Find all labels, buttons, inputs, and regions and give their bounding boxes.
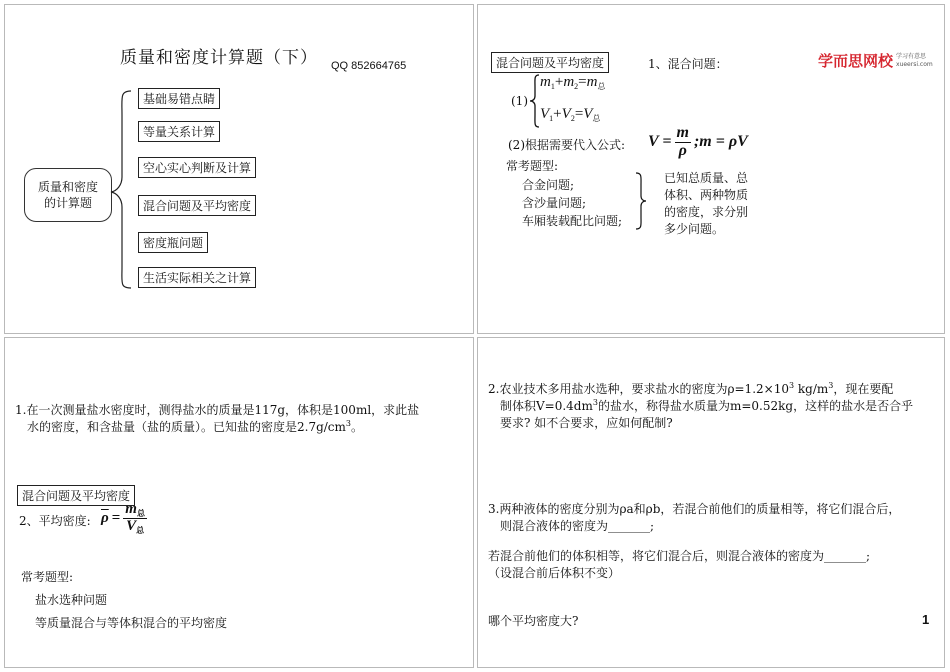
problem-2-line-2: [500, 397, 913, 414]
slide-3-section-label: 混合问题及平均密度: [17, 485, 135, 506]
center-topic-line2: 的计算题: [43, 196, 92, 210]
eq1-m: m: [586, 74, 598, 90]
note-line-2: 体积、两种物质: [664, 188, 749, 202]
eq1-m1: m: [540, 74, 551, 90]
p2-text-a: 2.农业技术多用盐水选种，要求盐水的密度为ρ=1.2×10: [488, 382, 789, 396]
note-line-1: 已知总质量、总: [664, 171, 749, 185]
eq2-plus: +: [553, 106, 562, 122]
slide-2-heading: 1、混合问题：: [648, 57, 728, 71]
p2-sup-2: 3: [828, 381, 834, 390]
slide-1-title: 质量和密度计算题（下）: [120, 48, 318, 68]
eq1-m2: m: [563, 74, 575, 90]
topic-item-5: 密度瓶问题: [138, 232, 208, 253]
formula-rhs: ;m = ρV: [693, 133, 748, 151]
slide-3: [4, 337, 474, 668]
slide-1: [4, 4, 474, 334]
type-item-3: 车厢装载配比问题;: [522, 214, 623, 228]
problem-1-sup: 3: [345, 419, 352, 428]
topic-item-3: 空心实心判断及计算: [138, 157, 256, 178]
p2-line2-sup: 3: [592, 398, 598, 407]
avg-lhs: $\overline{\rho}$: [101, 510, 109, 527]
common-types-title: 常考题型:: [506, 159, 559, 173]
slide-3-common-title: 常考题型:: [21, 570, 74, 584]
item-1-label: (1): [511, 94, 528, 108]
center-topic-line1: 质量和密度: [37, 180, 98, 194]
formula-lhs: V =: [648, 133, 672, 151]
avg-density-formula: $\overline{\rho}$ = $\frac{m_总}{V_总}$: [101, 501, 145, 536]
slide-4: [477, 337, 945, 668]
problem-1-line-1: 1.在一次测量盐水密度时，测得盐水的质量是117g，体积是100ml，求此盐: [15, 403, 420, 417]
problem-3-line-1: 3.两种液体的密度分别为ρa和ρb，若混合前他们的质量相等，将它们混合后，: [488, 502, 901, 516]
avg-num: m: [125, 501, 137, 517]
type-item-2: 含沙量问题;: [522, 196, 587, 210]
slide-3-type-1: 盐水选种问题: [35, 593, 108, 607]
eq2-sz: 总: [592, 114, 601, 123]
avg-density-heading: 2、平均密度:: [19, 514, 91, 528]
note-line-4: 多少问题。: [664, 222, 725, 236]
types-brace-path: [636, 173, 646, 229]
eq1-plus: +: [554, 74, 564, 90]
logo-main-text: 学而思网校: [818, 52, 894, 70]
type-item-1: 合金问题;: [522, 178, 575, 192]
note-line-3: 的密度，求分别: [664, 205, 749, 219]
p2-sup-1: 3: [788, 381, 795, 390]
problem-3-line-2: 则混合液体的密度为_______;: [500, 519, 655, 533]
eq2-v2: V: [561, 106, 571, 122]
p2-line2-a: 制体积V=0.4dm: [500, 399, 593, 413]
eq2-s1: 1: [549, 114, 554, 123]
slide-2-section-label: 混合问题及平均密度: [491, 52, 609, 73]
topic-item-6: 生活实际相关之计算: [138, 267, 256, 288]
formula-den: ρ: [678, 141, 687, 159]
eq2-eq: =: [574, 106, 584, 122]
slide-3-type-2: 等质量混合与等体积混合的平均密度: [35, 616, 228, 630]
center-topic-box: [24, 168, 112, 222]
density-formula: [648, 125, 748, 160]
problem-1-text-a: 水的密度，和含盐量（盐的质量）。已知盐的密度是2.7g/cm: [27, 420, 346, 434]
xueersi-logo: [818, 50, 933, 71]
eq1-sz: 总: [597, 82, 606, 91]
equation-volume: [540, 106, 600, 124]
logo-small-bottom: xueersi.com: [896, 60, 933, 68]
problem-3-line-3: 若混合前他们的体积相等，将它们混合后，则混合液体的密度为_______;: [488, 549, 871, 563]
avg-den-sub: 总: [136, 526, 145, 536]
topic-item-1: 基础易错点睛: [138, 88, 220, 109]
comparison-question: 哪个平均密度大?: [488, 614, 579, 628]
p2-text-b: kg/m: [794, 382, 829, 396]
system-brace-path: [530, 75, 539, 127]
p2-text-c: ，现在要配: [833, 382, 894, 396]
eq2-s2: 2: [570, 114, 575, 123]
topic-brace-path: [111, 91, 131, 288]
topic-item-2: 等量关系计算: [138, 121, 220, 142]
problem-2-line-1: [488, 380, 893, 397]
item-2-text: (2)根据需要代入公式:: [508, 138, 626, 152]
slide-2: [477, 4, 945, 334]
page-number: 1: [922, 612, 930, 627]
eq2-v1: V: [540, 106, 550, 122]
formula-num: m: [676, 124, 689, 141]
avg-den: V: [126, 518, 137, 535]
qq-number: QQ 852664765: [331, 60, 407, 72]
topic-item-4: 混合问题及平均密度: [138, 195, 256, 216]
problem-2-line-3: 要求? 如不合要求，应如何配制?: [500, 416, 673, 430]
problem-3-line-4: （设混合前后体积不变）: [488, 566, 621, 580]
problem-1-line-2: [27, 418, 363, 435]
eq2-v: V: [583, 106, 593, 122]
equation-mass: [540, 74, 605, 92]
eq1-s2: 2: [574, 82, 579, 91]
logo-small-top: 学习有意思: [896, 52, 927, 60]
avg-num-sub: 总: [136, 509, 145, 518]
topic-brace: [105, 85, 145, 295]
p2-line2-b: 的盐水，称得盐水质量为m=0.52kg，这样的盐水是否合乎: [597, 399, 914, 413]
types-brace: [633, 171, 651, 231]
eq1-s1: 1: [550, 82, 555, 91]
eq1-eq: =: [578, 74, 587, 90]
problem-1-text-b: 。: [351, 420, 364, 434]
